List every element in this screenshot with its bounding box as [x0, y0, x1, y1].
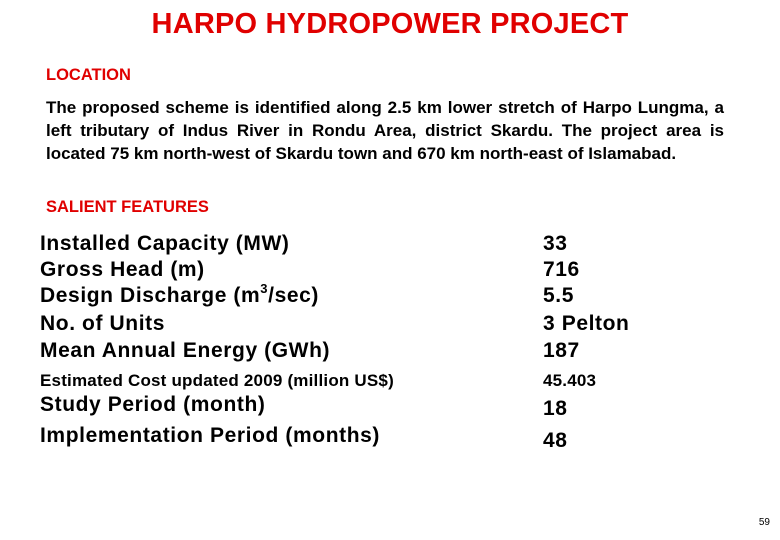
feature-label: Mean Annual Energy (GWh)	[40, 339, 331, 362]
feature-label: Implementation Period (months)	[40, 424, 381, 447]
feature-row-implementation-period	[40, 424, 740, 452]
superscript: 3	[260, 281, 269, 296]
feature-label: Gross Head (m)	[40, 258, 205, 281]
salient-features-heading: SALIENT FEATURES	[46, 198, 209, 216]
feature-row-study-period	[40, 393, 740, 421]
feature-row-installed-capacity	[40, 232, 740, 260]
page-number: 59	[758, 517, 770, 528]
feature-label: No. of Units	[40, 312, 166, 335]
feature-label: Design Discharge $(m^3/\sec)$	[40, 281, 320, 307]
slide-title: HARPO HYDROPOWER PROJECT	[151, 8, 629, 40]
location-heading: LOCATION	[46, 66, 131, 84]
feature-value: 3 Pelton	[543, 312, 630, 335]
feature-row-gross-head	[40, 258, 740, 286]
feature-value: 18	[543, 397, 568, 420]
feature-value: 5.5	[543, 284, 574, 307]
feature-label: Installed Capacity (MW)	[40, 232, 290, 255]
feature-value: 716	[543, 258, 580, 281]
feature-value: 187	[543, 339, 580, 362]
feature-row-mean-annual-energy	[40, 339, 740, 367]
feature-label: Study Period (month)	[40, 393, 266, 416]
feature-value: 48	[543, 429, 568, 452]
location-description: The proposed scheme is identified along 2.5 km lower stretch of Harpo Lungma, a left tributary of Indus River in Rondu Area, district Skardu. The project area is located 75 km north-west of Skardu town and 670 km north-east of Islamabad.	[46, 98, 724, 163]
feature-value: 45.403	[543, 371, 597, 390]
feature-row-design-discharge	[40, 281, 740, 312]
feature-label: Estimated Cost updated 2009 (million US$)	[40, 371, 394, 390]
feature-row-number-of-units	[40, 312, 740, 340]
feature-value: 33	[543, 232, 568, 255]
